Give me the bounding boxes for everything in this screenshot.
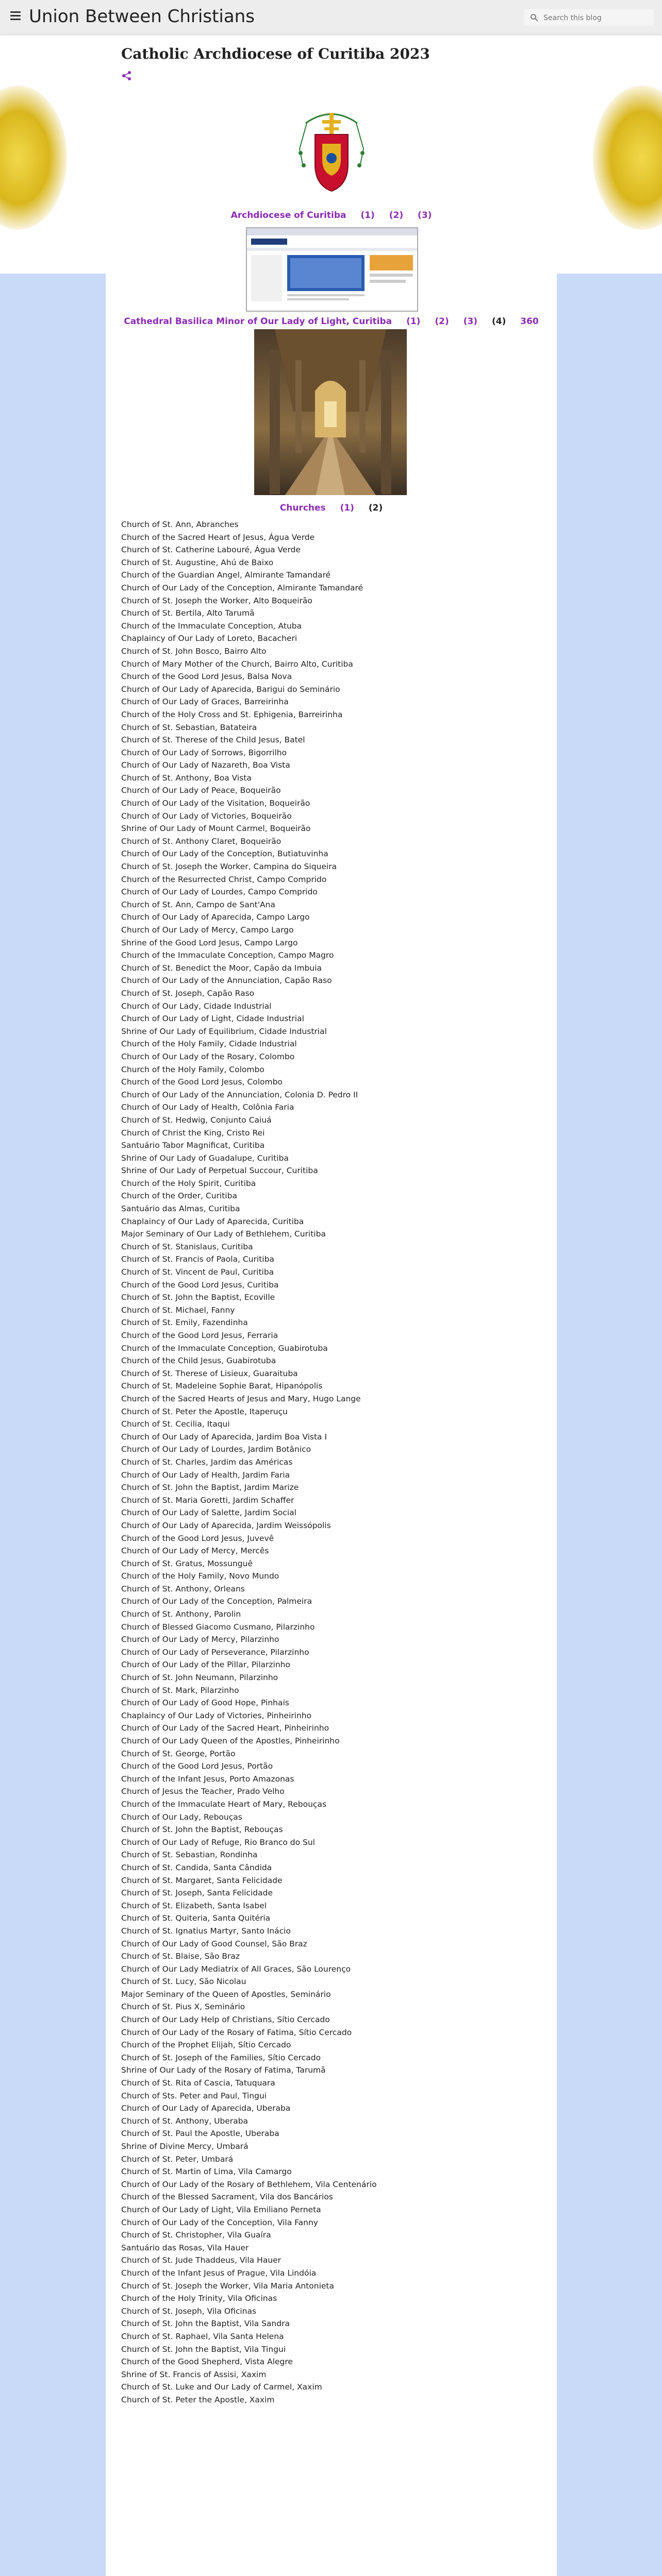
church-list-item: Church of Our Lady Queen of the Apostles, Pinheirinho <box>121 1736 340 1745</box>
church-list-item: Church of the Immaculate Conception, Atuba <box>121 621 302 631</box>
church-list-item: Church of the Blessed Sacrament, Vila dos Bancários <box>121 2192 333 2202</box>
search-box[interactable] <box>524 9 654 26</box>
church-list-item: Church of the Good Shepherd, Vista Alegre <box>121 2357 293 2367</box>
archdiocese-links-row <box>106 210 557 221</box>
church-list-item: Church of St. Anthony, Boa Vista <box>121 773 252 783</box>
church-list-item: Church of Christ the King, Cristo Rei <box>121 1128 265 1138</box>
church-list-item: Church of St. Gratus, Mossunguê <box>121 1558 253 1568</box>
share-icon[interactable] <box>121 70 133 81</box>
church-list-item: Church of Our Lady of Aparecida, Barigui do Seminário <box>121 684 340 694</box>
church-list-item: Church of the Sacred Hearts of Jesus and Mary, Hugo Lange <box>121 1394 361 1403</box>
church-list-item: Church of the Immaculate Heart of Mary, Rebouças <box>121 1799 327 1809</box>
church-list-item: Church of Our Lady of the Conception, Butiatuvinha <box>121 849 328 859</box>
church-list-item: Church of St. Therese of Lisieux, Guaraituba <box>121 1368 298 1378</box>
church-list-item: Church of the Resurrected Christ, Campo Comprido <box>121 874 327 884</box>
church-list-item: Church of Our Lady of the Sacred Heart, Pinheirinho <box>121 1723 329 1733</box>
church-list-item: Church of St. Peter the Apostle, Itaperuçu <box>121 1406 288 1416</box>
church-list-item: Church of the Holy Spirit, Curitiba <box>121 1178 256 1188</box>
church-list-item: Church of Our Lady of Mercy, Pilarzinho <box>121 1635 279 1645</box>
church-list-item: Church of the Good Lord Jesus, Balsa Nova <box>121 672 292 682</box>
church-list-item: Church of Our Lady of the Rosary of Fatima, Sítio Cercado <box>121 2027 352 2037</box>
church-list-item: Church of St. Luke and Our Lady of Carmel, Xaxim <box>121 2382 322 2392</box>
church-list-item: Church of St. Augustine, Ahú de Baixo <box>121 557 274 567</box>
church-list-item: Church of St. Joseph, Vila Oficinas <box>121 2306 257 2316</box>
church-interior-graphic <box>254 329 407 495</box>
blog-title[interactable]: Union Between Christians <box>29 6 255 27</box>
archdiocese-coat-of-arms <box>295 108 368 195</box>
church-list-item: Church of Our Lady of the Conception, Vila Fanny <box>121 2217 318 2227</box>
church-list-item: Church of Our Lady of Lourdes, Jardim Botânico <box>121 1445 311 1454</box>
header-decoration-left <box>0 86 67 230</box>
church-list-item: Church of Our Lady of Light, Vila Emiliano Perneta <box>121 2205 321 2214</box>
church-list-item: Church of St. Joseph the Worker, Campina do Siqueira <box>121 862 337 872</box>
church-list-item: Church of Our Lady of the Pillar, Pilarzinho <box>121 1660 290 1670</box>
church-list-item: Church of Our Lady of Refuge, Rio Branco do Sul <box>121 1837 315 1847</box>
church-list-item: Church of Our Lady of the Annunciation, Capão Raso <box>121 976 332 986</box>
church-list-item: Church of Our Lady of Health, Jardim Faria <box>121 1470 290 1480</box>
cathedral-interior-photo <box>254 329 407 495</box>
archdiocese-link[interactable]: Archdiocese of Curitiba <box>230 210 346 221</box>
church-list-item: Santuário das Almas, Curitiba <box>121 1204 240 1214</box>
church-list-item: Shrine of Our Lady of Guadalupe, Curitiba <box>121 1153 289 1163</box>
church-list-item: Church of Our Lady of Peace, Boqueirão <box>121 786 281 795</box>
church-list-item: Church of Our Lady of Graces, Barreirinha <box>121 697 289 707</box>
church-list-item: Church of St. Michael, Fanny <box>121 1305 235 1315</box>
post-title: Catholic Archdiocese of Curitiba 2023 <box>121 45 430 62</box>
church-list-item: Chaplaincy of Our Lady of Aparecida, Curitiba <box>121 1216 304 1226</box>
church-list-item: Church of Our Lady of Lourdes, Campo Comprido <box>121 887 318 897</box>
church-list-item: Church of St. Candida, Santa Cândida <box>121 1862 272 1872</box>
church-list-item: Church of Our Lady Mediatrix of All Graces, São Lourenço <box>121 1964 351 1974</box>
church-list-item: Church of St. Maria Goretti, Jardim Schaffer <box>121 1495 294 1505</box>
church-list-item: Santuário Tabor Magnificat, Curitiba <box>121 1141 265 1150</box>
church-list-item: Shrine of Divine Mercy, Umbará <box>121 2142 249 2151</box>
church-list-item: Church of St. George, Portão <box>121 1749 236 1758</box>
church-list-item: Church of Our Lady of Nazareth, Boa Vista <box>121 760 290 770</box>
church-list-item: Church of Our Lady of Light, Cidade Industrial <box>121 1014 304 1024</box>
archdiocese-ref-3[interactable]: (3) <box>418 210 432 221</box>
church-list-item: Church of St. Lucy, São Nicolau <box>121 1977 246 1987</box>
church-list-item: Church of St. Mark, Pilarzinho <box>121 1685 239 1695</box>
church-list-item: Church of St. Peter, Umbará <box>121 2154 234 2164</box>
church-list-item: Church of St. Bertila, Alto Tarumã <box>121 608 255 618</box>
church-list-item: Church of the Infant Jesus of Prague, Vila Lindóia <box>121 2268 317 2278</box>
church-list-item: Church of St. Joseph the Worker, Vila Maria Antonieta <box>121 2281 334 2291</box>
church-list-item: Church of Our Lady of Salette, Jardim Social <box>121 1508 296 1518</box>
church-list-item: Church of St. John the Baptist, Rebouças <box>121 1825 283 1835</box>
church-list-item: Church of the Good Lord Jesus, Colombo <box>121 1077 283 1087</box>
church-list-item: Church of St. Stanislaus, Curitiba <box>121 1242 253 1251</box>
cathedral-ref-1[interactable]: (1) <box>406 316 421 327</box>
cathedral-website-thumbnail <box>246 227 418 312</box>
church-list-item: Church of St. Hedwig, Conjunto Caiuá <box>121 1115 272 1125</box>
church-list-item: Church of St. Ann, Abranches <box>121 520 239 529</box>
church-list-item: Church of Our Lady of Mercy, Campo Largo <box>121 925 294 935</box>
church-list-item: Church of Our Lady of Aparecida, Uberaba <box>121 2104 291 2113</box>
church-list-item: Church of St. Margaret, Santa Felicidade <box>121 1875 283 1885</box>
church-list-item: Church of St. Emily, Fazendinha <box>121 1318 248 1328</box>
church-list-item: Shrine of Our Lady of the Rosary of Fatima, Tarumã <box>121 2065 326 2075</box>
church-list-item: Church of the Good Lord Jesus, Curitiba <box>121 1280 279 1290</box>
post-content <box>106 34 557 2576</box>
cathedral-ref-2[interactable]: (2) <box>435 316 449 327</box>
church-list-item: Church of Our Lady of Mercy, Mercês <box>121 1546 269 1556</box>
church-list-item: Church of St. Anthony, Parolin <box>121 1609 241 1619</box>
church-list-item: Church of Our Lady of the Annunciation, Colonia D. Pedro II <box>121 1090 358 1099</box>
header-decoration-right <box>593 86 662 230</box>
cathedral-links-row <box>106 316 557 327</box>
church-list-item: Church of Jesus the Teacher, Prado Velho <box>121 1787 285 1797</box>
church-list-item: Church of St. John the Baptist, Ecoville <box>121 1293 275 1302</box>
cathedral-ref-4: (4) <box>491 316 506 327</box>
church-list-item: Church of St. Anthony, Uberaba <box>121 2116 249 2126</box>
churches-link[interactable]: Churches <box>279 503 326 513</box>
church-list-item: Church of St. Vincent de Paul, Curitiba <box>121 1267 274 1277</box>
church-list-item: Church of the Good Lord Jesus, Ferraria <box>121 1331 278 1340</box>
church-list-item: Church of St. Martin of Lima, Vila Camargo <box>121 2167 292 2177</box>
church-list-item: Church of the Order, Curitiba <box>121 1191 237 1201</box>
church-list-item: Church of the Infant Jesus, Porto Amazonas <box>121 1774 294 1784</box>
church-list-item: Church of St. Sebastian, Batateira <box>121 722 257 732</box>
church-list-item: Church of St. Rita of Cascia, Tatuquara <box>121 2078 275 2088</box>
church-list-item: Church of the Guardian Angel, Almirante Tamandaré <box>121 570 331 580</box>
church-list-item: Church of Our Lady of Aparecida, Campo Largo <box>121 912 310 922</box>
search-input[interactable] <box>542 12 650 24</box>
church-list-item: Church of St. Blaise, São Braz <box>121 1952 240 1961</box>
church-list-item: Church of Our Lady of the Conception, Palmeira <box>121 1597 312 1606</box>
church-list-item: Church of Our Lady, Cidade Industrial <box>121 1001 272 1011</box>
church-list-item: Church of Our Lady of Aparecida, Jardim Weissópolis <box>121 1520 331 1530</box>
church-list-item: Church of St. Joseph, Santa Felicidade <box>121 1888 273 1898</box>
cathedral-link[interactable]: Cathedral Basilica Minor of Our Lady of Light, Curitiba <box>124 316 392 327</box>
church-list-item: Church of St. Jude Thaddeus, Vila Hauer <box>121 2256 282 2265</box>
church-list-item: Church of Our Lady of Health, Colônia Faria <box>121 1103 294 1112</box>
church-list-item: Church of Our Lady, Rebouças <box>121 1812 242 1822</box>
church-list-item: Church of the Good Lord Jesus, Juvevê <box>121 1533 274 1543</box>
church-list-item: Shrine of Our Lady of Equilibrium, Cidade Industrial <box>121 1026 327 1036</box>
church-list-item: Church of Our Lady of Good Hope, Pinhais <box>121 1698 289 1708</box>
church-list-item: Church of Our Lady Help of Christians, Sítio Cercado <box>121 2015 330 2025</box>
churches-ref-1[interactable]: (1) <box>340 503 354 513</box>
church-list-item: Chaplaincy of Our Lady of Loreto, Bacacheri <box>121 634 297 643</box>
church-list-item: Church of St. John the Baptist, Vila Sandra <box>121 2319 290 2329</box>
church-list-item: Church of St. Catherine Labouré, Água Verde <box>121 545 301 555</box>
church-list-item: Church of Sts. Peter and Paul, Tingui <box>121 2091 267 2100</box>
blog-top-bar <box>0 0 662 35</box>
church-list-item: Church of St. Madeleine Sophie Barat, Hipanópolis <box>121 1381 323 1391</box>
church-list-item: Church of the Good Lord Jesus, Portão <box>121 1761 273 1771</box>
church-list-item: Church of St. Joseph the Worker, Alto Boqueirão <box>121 596 312 605</box>
archdiocese-ref-2[interactable]: (2) <box>389 210 404 221</box>
church-list-item: Church of the Child Jesus, Guabirotuba <box>121 1356 276 1366</box>
church-list-item: Major Seminary of the Queen of Apostles, Seminário <box>121 1989 331 1999</box>
church-list-item: Church of the Immaculate Conception, Guabirotuba <box>121 1343 328 1353</box>
church-list-item: Church of St. John Neumann, Pilarzinho <box>121 1673 278 1683</box>
church-list-item: Church of the Holy Cross and St. Ephigenia, Barreirinha <box>121 709 343 719</box>
church-list-item: Church of St. Charles, Jardim das Américas <box>121 1457 293 1467</box>
churches-links-row <box>106 503 557 513</box>
church-list-item: Church of St. John the Baptist, Vila Tingui <box>121 2344 286 2354</box>
church-list-item: Church of Blessed Giacomo Cusmano, Pilarzinho <box>121 1622 315 1632</box>
church-list-item: Church of St. Pius X, Seminário <box>121 2002 245 2012</box>
church-list-item: Church of Our Lady of the Rosary, Colombo <box>121 1052 295 1061</box>
church-list <box>121 518 544 2406</box>
church-list-item: Church of St. Raphael, Vila Santa Helena <box>121 2331 284 2341</box>
church-list-item: Major Seminary of Our Lady of Bethlehem, Curitiba <box>121 1229 326 1239</box>
church-list-item: Church of St. Christopher, Vila Guaíra <box>121 2230 271 2240</box>
church-list-item: Shrine of Our Lady of Perpetual Succour, Curitiba <box>121 1166 318 1176</box>
churches-ref-2: (2) <box>368 503 383 513</box>
church-list-item: Church of St. Ignatius Martyr, Santo Inácio <box>121 1926 291 1936</box>
church-list-item: Shrine of Our Lady of Mount Carmel, Boqueirão <box>121 824 311 834</box>
church-list-item: Church of St. John the Baptist, Jardim Marize <box>121 1483 299 1493</box>
church-list-item: Church of Our Lady of the Conception, Almirante Tamandaré <box>121 583 363 592</box>
church-list-item: Shrine of the Good Lord Jesus, Campo Largo <box>121 938 298 947</box>
church-list-item: Church of the Holy Trinity, Vila Oficinas <box>121 2294 277 2303</box>
church-list-item: Church of Our Lady of the Rosary of Bethlehem, Vila Centenário <box>121 2179 377 2189</box>
church-list-item: Church of St. Joseph of the Families, Sítio Cercado <box>121 2053 321 2062</box>
hamburger-menu-icon[interactable] <box>10 11 21 22</box>
church-list-item: Church of the Sacred Heart of Jesus, Água Verde <box>121 532 315 542</box>
church-list-item: Church of St. Benedict the Moor, Capão da Imbuia <box>121 963 322 973</box>
church-list-item: Church of Our Lady of the Visitation, Boqueirão <box>121 799 310 808</box>
church-list-item: Church of St. Peter the Apostle, Xaxim <box>121 2395 275 2404</box>
church-list-item: Church of Our Lady of Victories, Boqueirão <box>121 811 292 821</box>
church-list-item: Church of St. Joseph, Capão Raso <box>121 988 255 998</box>
church-list-item: Church of Our Lady of Sorrows, Bigorrilho <box>121 748 287 757</box>
church-list-item: Church of St. John Bosco, Bairro Alto <box>121 646 267 656</box>
church-list-item: Santuário das Rosas, Vila Hauer <box>121 2243 249 2252</box>
website-screenshot-graphic <box>247 228 417 311</box>
church-list-item: Church of the Holy Family, Novo Mundo <box>121 1571 279 1581</box>
church-list-item: Church of St. Sebastian, Rondinha <box>121 1850 258 1860</box>
church-list-item: Church of Our Lady of Aparecida, Jardim Boa Vista I <box>121 1432 327 1442</box>
church-list-item: Church of St. Ann, Campo de Sant'Ana <box>121 900 275 909</box>
church-list-item: Church of the Holy Family, Colombo <box>121 1064 264 1074</box>
church-list-item: Church of St. Cecilia, Itaqui <box>121 1419 230 1429</box>
church-list-item: Church of St. Anthony Claret, Boqueirão <box>121 836 282 846</box>
church-list-item: Church of St. Quiteria, Santa Quitéria <box>121 1913 271 1923</box>
church-list-item: Church of the Holy Family, Cidade Industrial <box>121 1039 297 1049</box>
church-list-item: Church of St. Francis of Paola, Curitiba <box>121 1255 274 1264</box>
church-list-item: Shrine of St. Francis of Assisi, Xaxim <box>121 2369 267 2379</box>
cathedral-360-link[interactable]: 360 <box>520 316 539 327</box>
church-list-item: Church of St. Anthony, Orleans <box>121 1584 245 1594</box>
cathedral-ref-3[interactable]: (3) <box>463 316 478 327</box>
church-list-item: Church of Our Lady of Good Counsel, São Braz <box>121 1939 307 1948</box>
church-list-item: Church of St. Paul the Apostle, Uberaba <box>121 2129 279 2139</box>
church-list-item: Church of St. Therese of the Child Jesus, Batel <box>121 735 305 745</box>
church-list-item: Church of Our Lady of Perseverance, Pilarzinho <box>121 1647 309 1657</box>
church-list-item: Church of the Immaculate Conception, Campo Magro <box>121 951 334 960</box>
church-list-item: Church of St. Elizabeth, Santa Isabel <box>121 1901 267 1910</box>
church-list-item: Church of Mary Mother of the Church, Bairro Alto, Curitiba <box>121 659 353 669</box>
search-icon[interactable] <box>530 13 538 22</box>
church-list-item: Chaplaincy of Our Lady of Victories, Pinheirinho <box>121 1710 312 1720</box>
church-list-item: Church of the Prophet Elijah, Sítio Cercado <box>121 2040 291 2050</box>
archdiocese-ref-1[interactable]: (1) <box>360 210 375 221</box>
